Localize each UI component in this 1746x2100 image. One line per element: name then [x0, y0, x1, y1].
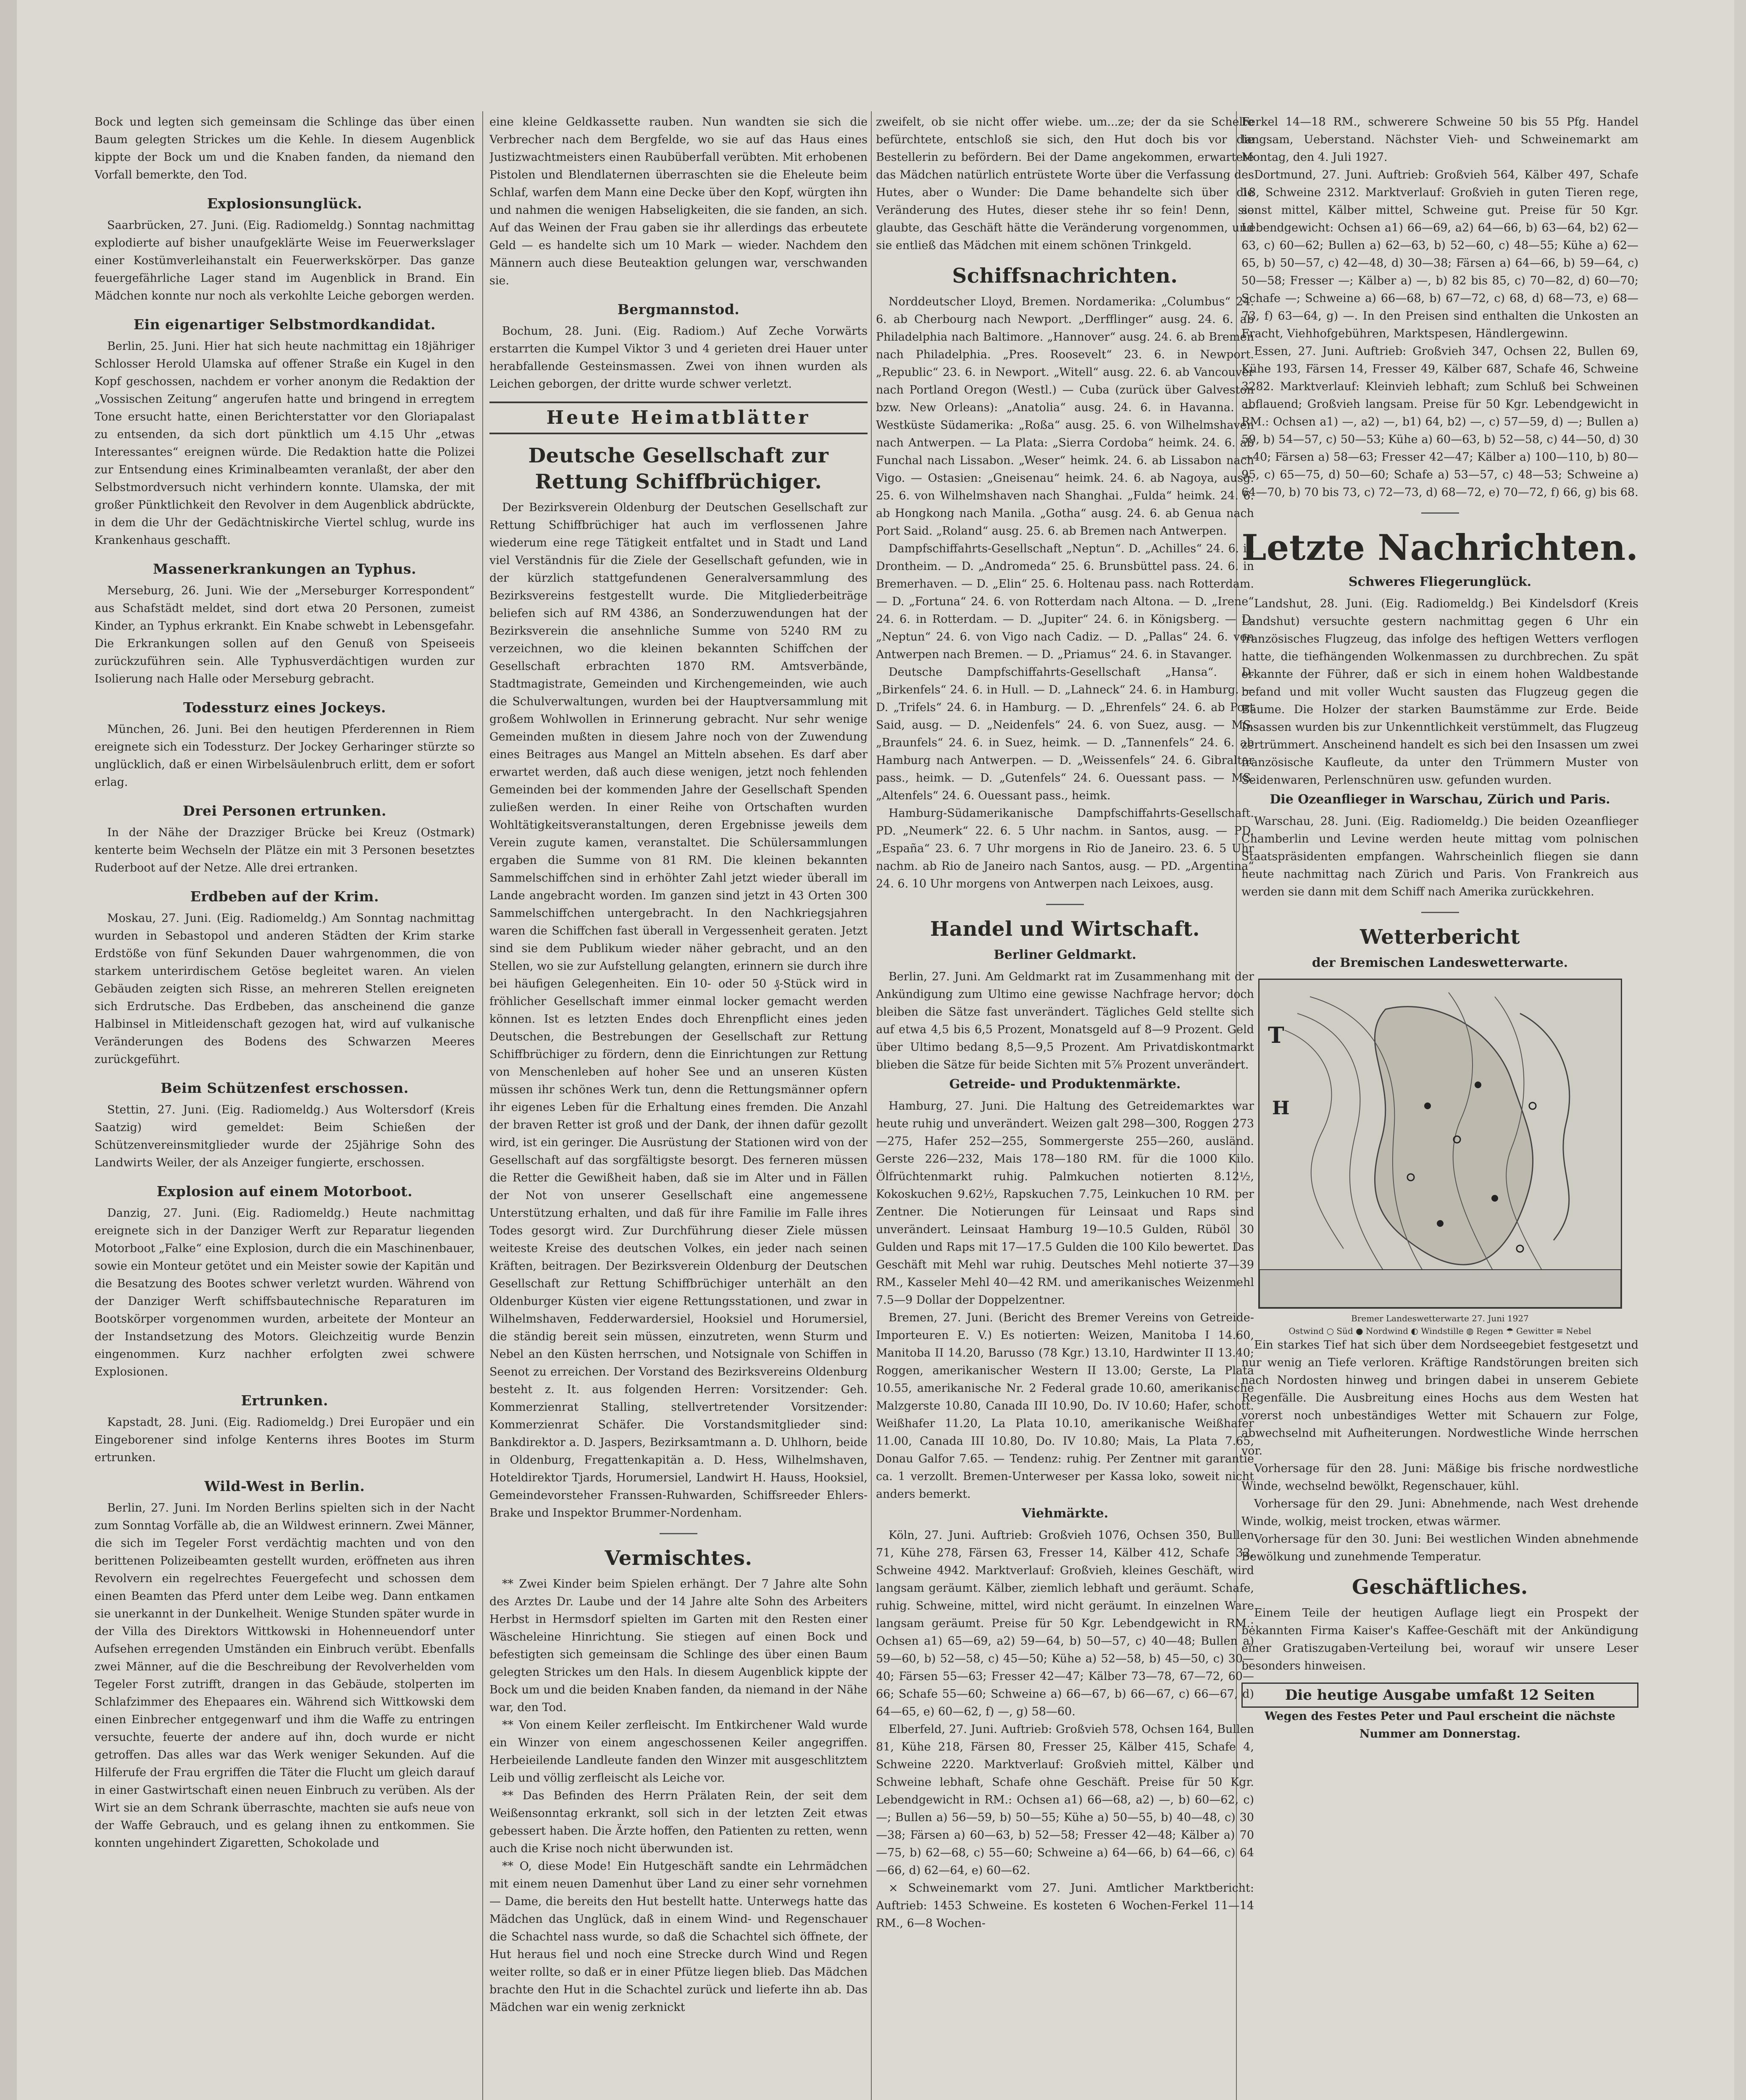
subheading: Berliner Geldmarkt.	[994, 948, 1136, 962]
section-heading: Letzte Nachrichten.	[1241, 527, 1638, 568]
article-text: Kapstadt, 28. Juni. (Eig. Radiomeldg.) Drei Europäer und ein Eingeborener sind infolge Kenterns ihres Bootes im Sturm ertrunken.	[95, 1416, 475, 1464]
article-text: Vorhersage für den 28. Juni: Mäßige bis frische nordwestliche Winde, wechselnd bewölkt, Regenschauer, kühl.	[1241, 1462, 1638, 1493]
article-text: In der Nähe der Drazziger Brücke bei Kreuz (Ostmark) kenterte beim Wechseln der Plätze ein mit 3 Personen besetztes Ruderboot auf der Netze. Alle drei ertranken.	[95, 826, 475, 874]
article-text: Vorhersage für den 30. Juni: Bei westlichen Winden abnehmende Bewölkung und zunehmende Temperatur.	[1241, 1533, 1638, 1563]
article-text: Moskau, 27. Juni. (Eig. Radiomeldg.) Am Sonntag nachmittag wurden in Sebastopol und anderen Städten der Krim starke Erdstöße von fünf Sekunden Dauer wahrgenommen, die von starkem unterirdischem Getöse begleitet waren. An vielen Gebäuden zeigten sich Risse, an mehreren Stellen ereigneten sich Erdrutsche. Das Erdbeben, das anscheinend die ganze Halbinsel in Mitleidenschaft gezogen hat, wird auf vulkanische Veränderungen des Bodens des Schwarzen Meeres zurückgeführt.	[95, 912, 475, 1066]
column-4	[1241, 113, 1638, 2100]
article-text: Essen, 27. Juni. Auftrieb: Großvieh 347, Ochsen 22, Bullen 69, Kühe 193, Färsen 14, Fresser 49, Kälber 687, Schafe 46, Schweine 3282. Marktverlauf: Kleinvieh lebhaft; zum Schluß bei Schweinen abflauend; Großvieh langsam. Preise für 50 Kgr. Lebendgewicht in RM.: Ochsen a1) —, a2) —, b1) 64, b2) —, c) 57—59, d) —; Bullen a) 59, b) 54—57, c) 50—53; Kühe a) 60—63, b) 52—58, c) 44—50, d) 30—40; Färsen a) 58—63; Fresser 42—47; Kälber a) 100—110, b) 80—95, c) 65—75, d) 50—60; Schafe a) 53—57, c) 48—53; Schweine a) 64—70, b) 70 bis 73, c) 72—73, d) 68—72, e) 70—72, f) 66, g) bis 68.	[1241, 345, 1638, 499]
divider	[660, 1533, 697, 1534]
column-1	[95, 113, 475, 2100]
headline: Massenerkrankungen an Typhus.	[153, 561, 417, 577]
article-text: Landshut, 28. Juni. (Eig. Radiomeldg.) Bei Kindelsdorf (Kreis Landshut) versuchte gestern nachmittag gegen 6 Uhr ein französisches Flugzeug, das infolge des heftigen Wetters verflogen hatte, die tiefhängenden Wolkenmassen zu durchbrechen. Zu spät erkannte der Führer, daß er sich in einem hohen Waldbestande befand und mit voller Wucht sausten das Flugzeug gegen die Bäume. Die Holzer der starken Baumstämme zur Erde. Beide Insassen wurden bis zur Unkenntlichkeit verstümmelt, das Flugzeug zertrümmert. Anscheinend handelt es sich bei den Insassen um zwei französische Kaufleute, da unter den Trümmern Muster von Seidenwaren, Perlenschnüren usw. gefunden wurden.	[1241, 597, 1638, 787]
divider	[1421, 912, 1459, 913]
weather-map-graphic	[1260, 980, 1621, 1307]
scan-edge-left	[0, 0, 17, 2100]
article-text: eine kleine Geldkassette rauben. Nun wandten sie sich die Verbrecher nach dem Bergfelde, wo sie auf das Haus eines Justizwachtmeisters einen Raubüberfall verübten. Mit erhobenen Pistolen und Blendlaternen überraschten sie die Eheleute beim Schlaf, warfen dem Mann eine Decke über den Kopf, würgten ihn und nahmen die wenigen Habseligkeiten, die sie fanden, an sich. Auf das Weinen der Frau gaben sie ihr allerdings das erbeutete Geld — es handelte sich um 10 Mark — wieder. Nachdem den Männern auch diese Beuteaktion gelungen war, verschwanden sie.	[489, 116, 868, 287]
divider	[1046, 904, 1084, 905]
subheading: Schweres Fliegerunglück.	[1348, 575, 1532, 589]
headline: Todessturz eines Jockeys.	[183, 699, 386, 716]
svg-text:H: H	[1272, 1097, 1290, 1119]
headline: Explosion auf einem Motorboot.	[156, 1183, 413, 1200]
article-text: ** Das Befinden des Herrn Prälaten Rein, der seit dem Weißensonntag erkrankt, soll sich in der letzten Zeit etwas gebessert haben. Die Ärzte hoffen, den Patienten zu retten, wenn auch die Krise noch nicht überwunden ist.	[489, 1789, 868, 1855]
article-text: Bock und legten sich gemeinsam die Schlinge das über einen Baum gelegten Strickes um die Kehle. In diesem Augenblick kippte der Bock um und die Knaben fanden, da niemand den Vorfall bemerkte, den Tod.	[95, 116, 475, 181]
article-text: Norddeutscher Lloyd, Bremen. Nordamerika: „Columbus“ 24. 6. ab Cherbourg nach Newport. „Derfflinger“ ausg. 24. 6. ab Philadelphia nach Baltimore. „Hannover“ ausg. 24. 6. ab Bremen nach Philadelphia. „Pres. Roosevelt“ 23. 6. in Newport. „Republic“ 23. 6. in Newport. „Witell“ ausg. 22. 6. ab Vancouver nach Portland Oregon (Westl.) — Cuba (zurück über Galveston bzw. New Orleans): „Anatolia“ ausg. 24. 6. in Havanna. — Westküste Südamerika: „Roßa“ ausg. 25. 6. von Wilhelmshaven nach Antwerpen. — La Plata: „Sierra Cordoba“ heimk. 24. 6. ab Funchal nach Lissabon. „Weser“ heimk. 24. 6. ab Lissabon nach Vigo. — Ostasien: „Gneisenau“ heimk. 24. 6. ab Nagoya, ausg. 25. 6. von Wilhelmshaven nach Shanghai. „Fulda“ heimk. 24. 6. ab Hongkong nach Manila. „Gotha“ ausg. 24. 6. ab Genua nach Port Said. „Roland“ ausg. 25. 6. ab Bremen nach Antwerpen.	[876, 295, 1254, 538]
article-text: ** Von einem Keiler zerfleischt. Im Entkirchener Wald wurde ein Winzer von einem angeschossenen Keiler angegriffen. Herbeieilende Landleute fanden den Winzer mit ausgeschlitztem Leib und völlig zerfleischt als Leiche vor.	[489, 1719, 868, 1785]
headline: Drei Personen ertrunken.	[183, 803, 387, 819]
section-heading: Wetterbericht	[1359, 925, 1520, 949]
column-rule	[871, 111, 872, 2100]
article-text: × Schweinemarkt vom 27. Juni. Amtlicher Marktbericht: Auftrieb: 1453 Schweine. Es kosteten 6 Wochen-Ferkel 11—14 RM., 6—8 Wochen-	[876, 1882, 1254, 1930]
column-2	[489, 113, 868, 2100]
article-text: Hamburg, 27. Juni. Die Haltung des Getreidemarktes war heute ruhig und unverändert. Weizen galt 298—300, Roggen 273—275, Hafer 252—255, Sommergerste 255—260, ausländ. Gerste 226—232, Mais 178—180 RM. für die 1000 Kilo. Ölfrüchtenmarkt ruhig. Palmkuchen notierten 8.12½, Kokoskuchen 9.62½, Rapskuchen 7.75, Leinkuchen 10 RM. per Zentner. Die Notierungen für Leinsaat und Raps sind unverändert. Leinsaat Hamburg 19—10.5 Gulden, Rüböl 30 Gulden und Raps mit 17—17.5 Gulden die 100 Kilo bewertet. Das Geschäft mit Mehl war ruhig. Deutsches Mehl notierte 37—39 RM., Kasseler Mehl 40—42 RM. und amerikanisches Weizenmehl 7.5—9 Dollar der Doppelzentner.	[876, 1100, 1254, 1307]
article-text: Berlin, 27. Juni. Am Geldmarkt rat im Zusammenhang mit der Ankündigung zum Ultimo eine gewisse Nachfrage hervor; doch bleiben die Sätze fast unverändert. Tägliches Geld stellte sich auf etwa 4,5 bis 6,5 Prozent, Monatsgeld auf 8—9 Prozent. Geld über Ultimo bedang 8,5—9,5 Prozent. Am Privatdiskontmarkt blieben die Sätze für beide Sichten mit 5⅞ Prozent unverändert.	[876, 970, 1254, 1071]
subheading: Viehmärkte.	[1021, 1506, 1109, 1521]
section-heading: Handel und Wirtschaft.	[930, 917, 1200, 941]
article-text: Danzig, 27. Juni. (Eig. Radiomeldg.) Heute nachmittag ereignete sich in der Danziger Werft zur Reparatur liegenden Motorboot „Falke“ eine Explosion, durch die ein Maschinenbauer, sowie ein Monteur getötet und ein Meister sowie der Kapitän und die Besatzung des Bootes schwer verletzt wurden. Während von der Danziger Werft schiffsbautechnische Reparaturen im Bootskörper vorgenommen wurden, arbeitete der Monteur an der Instandsetzung des Motors. Gleichzeitig wurde Benzin eingenommen. Kurz nachher erfolgten zwei schwere Explosionen.	[95, 1207, 475, 1378]
svg-text:T: T	[1267, 1023, 1284, 1048]
article-text: Warschau, 28. Juni. (Eig. Radiomeldg.) Die beiden Ozeanflieger Chamberlin und Levine werden heute mittag vom polnischen Staatspräsidenten empfangen. Wahrscheinlich fliegen sie dann heute nachmittag nach Zürich und Paris. Von Frankreich aus werden sie dann mit dem Schiff nach Amerika zurückkehren.	[1241, 815, 1638, 898]
section-heading: Vermischtes.	[605, 1546, 752, 1570]
headline: Beim Schützenfest erschossen.	[160, 1080, 409, 1096]
headline: Erdbeben auf der Krim.	[190, 888, 379, 905]
article-text: Berlin, 27. Juni. Im Norden Berlins spielten sich in der Nacht zum Sonntag Vorfälle ab, die an Wildwest erinnern. Zwei Männer, die sich im Tegeler Forst verdächtig machten und von den berittenen Polizeibeamten gestellt wurden, eröffneten aus ihren Revolvern ein regelrechtes Feuergefecht und schossen dem einen Beamten das Pferd unter dem Leibe weg. Dann entkamen sie unerkannt in der Dunkelheit. Wenige Stunden später wurde in der Villa des Direktors Wittkowski in Hohenneuendorf unter Aufsehen erregenden Umständen ein Einbruch verübt. Ebenfalls zwei Männer, auf die die Beschreibung der Revolverhelden vom Tegeler Forst zutrifft, drangen in das Gebäude, stolperten im Schlafzimmer des Ehepaares ein. Während sich Wittkowski dem einen Einbrecher entgegenwarf und ihm die Waffe zu entringen versuchte, feuerte der andere auf ihn, doch wurde er nicht getroffen. Das alles war das Werk weniger Sekunden. Auf die Hilferufe der Frau ergriffen die Täter die Flucht um gleich darauf in einer Gastwirtschaft einen neuen Einbruch zu verüben. Als der Wirt sie an dem Schrank überraschte, machten sie aufs neue von der Waffe Gebrauch, und es gelang ihnen zu entkommen. Sie konnten ungehindert Zigaretten, Schokolade und	[95, 1502, 475, 1850]
headline: Ein eigenartiger Selbstmordkandidat.	[134, 316, 436, 333]
column-rule	[482, 111, 483, 2100]
article-text: Hamburg-Südamerikanische Dampfschiffahrts-Gesellschaft. PD. „Neumerk“ 22. 6. 5 Uhr nachm. in Santos, ausg. — PD. „España“ 23. 6. 7 Uhr morgens in Rio de Janeiro. 23. 6. 5 Uhr nachm. ab Rio de Janeiro nach Santos, ausg. — PD. „Argentina“ 24. 6. 10 Uhr morgens von Antwerpen nach Leixoes, ausg.	[876, 807, 1254, 890]
article-text: Deutsche Dampfschiffahrts-Gesellschaft „Hansa“. D. „Birkenfels“ 24. 6. in Hull. — D. „Lahneck“ 24. 6. in Hamburg. — D. „Trifels“ 24. 6. in Hamburg. — D. „Ehrenfels“ 24. 6. ab Port Said, ausg. — D. „Neidenfels“ 24. 6. von Suez, ausg. — MS. „Braunfels“ 24. 6. in Suez, heimk. — D. „Tannenfels“ 24. 6. ab Hamburg nach Antwerpen. — D. „Weissenfels“ 24. 6. Gibraltar pass., heimk. — D. „Gutenfels“ 24. 6. Ouessant pass. — MS. „Altenfels“ 24. 6. Ouessant pass., heimk.	[876, 666, 1254, 802]
article-text: Elberfeld, 27. Juni. Auftrieb: Großvieh 578, Ochsen 164, Bullen 81, Kühe 218, Färsen 80, Fresser 25, Kälber 415, Schafe 4, Schweine 2220. Marktverlauf: Großvieh mittel, Kälber und Schweine lebhaft, Schafe ohne Geschäft. Preise für 50 Kgr. Lebendgewicht in RM.: Ochsen a1) 66—68, a2) —, b) 60—62, c) —; Bullen a) 56—59, b) 50—55; Kühe a) 50—55, b) 40—48, c) 30—38; Färsen a) 60—63, b) 52—58; Fresser 42—48; Kälber a) 70—75, b) 62—68, c) 55—60; Schweine a) 64—66, b) 64—66, c) 64—66, d) 62—64, e) 60—62.	[876, 1723, 1254, 1877]
publication-note: Wegen des Festes Peter und Paul erscheint die nächste Nummer am Donnerstag.	[1265, 1710, 1615, 1740]
subheading: Die Ozeanflieger in Warschau, Zürich und Paris.	[1270, 792, 1610, 807]
article-text: Berlin, 25. Juni. Hier hat sich heute nachmittag ein 18jähriger Schlosser Herold Ulamska auf offener Straße ein Kugel in den Kopf geschossen, nachdem er vorher anonym die Redaktion der „Vossischen Zeitung“ angerufen hatte und bringend in erregtem Tone ersucht hatte, einen Berichterstatter vor den Gloriapalast zu entsenden, da sich dort pünktlich um 4.15 Uhr „etwas Interessantes“ ereignen würde. Die Redaktion hatte die Polizei zur Entsendung eines Kriminalbeamten veranlaßt, der aber den Selbstmordversuch nicht verhindern konnte. Ulamska, der mit großer Pünktlichkeit den Revolver in dem Augenblick abdrückte, in dem die Uhr der Gedächtniskirche Viertel schlug, wurde ins Krankenhaus geschafft.	[95, 340, 475, 547]
map-legend: Ostwind ○ Süd ● Nordwind ◐ Windstille ◍ Regen ☂ Gewitter ≡ Nebel	[1288, 1326, 1591, 1336]
article-text: Dampfschiffahrts-Gesellschaft „Neptun“. D. „Achilles“ 24. 6. in Drontheim. — D. „Andromeda“ 25. 6. Brunsbüttel pass. 24. 6. in Bremerhaven. — D. „Elin“ 25. 6. Holtenau pass. nach Rotterdam. — D. „Fortuna“ 24. 6. von Rotterdam nach Altona. — D. „Irene“ 24. 6. in Rotterdam. — D. „Jupiter“ 24. 6. in Königsberg. — D. „Neptun“ 24. 6. von Vigo nach Cadiz. — D. „Pallas“ 24. 6. von Antwerpen nach Bremen. — D. „Priamus“ 24. 6. in Stavanger.	[876, 542, 1254, 661]
section-heading: Schiffsnachrichten.	[952, 264, 1178, 288]
section-banner: Heute Heimatblätter	[489, 402, 868, 434]
divider	[1421, 512, 1459, 514]
article-text: Saarbrücken, 27. Juni. (Eig. Radiomeldg.) Sonntag nachmittag explodierte auf bisher unaufgeklärte Weise im Feuerwerkslager einer Kostümverleihanstalt ein Feuerwerkskörper. Das ganze feuergefährliche Lager stand im Augenblick in Brand. Ein Mädchen konnte nur noch als verkohlte Leiche geborgen werden.	[95, 219, 475, 302]
article-text: Merseburg, 26. Juni. Wie der „Merseburger Korrespondent“ aus Schafstädt meldet, sind dort etwa 20 Personen, zumeist Kinder, an Typhus erkrankt. Ein Knabe schwebt in Lebensgefahr. Die Erkrankungen sollen auf den Genuß von Speiseeis zurückzuführen sein. Alle Typhusverdächtigen wurden zur Isolierung nach Halle oder Merseburg gebracht.	[95, 584, 475, 685]
headline: Bergmannstod.	[617, 301, 740, 318]
article-text: Dortmund, 27. Juni. Auftrieb: Großvieh 564, Kälber 497, Schafe 18, Schweine 2312. Marktverlauf: Großvieh in guten Tieren rege, sonst mittel, Kälber mittel, Schweine gut. Preise für 50 Kgr. Lebendgewicht: Ochsen a1) 66—69, a2) 64—66, b) 63—64, b2) 62—63, c) 60—62; Bullen a) 62—63, b) 52—60, c) 48—55; Kühe a) 62—65, b) 50—57, c) 42—48, d) 30—38; Färsen a) 64—66, b) 59—64, c) 50—58; Fresser —; Kälber a) —, b) 82 bis 85, c) 70—82, d) 60—70; Schafe —; Schweine a) 66—68, b) 67—72, c) 68, d) 68—73, e) 68—73, f) 63—64, g) —. In den Preisen sind enthalten die Unkosten an Fracht, Viehhofgebühren, Marktspesen, Händlergewinn.	[1241, 168, 1638, 340]
headline: Wild-West in Berlin.	[204, 1478, 365, 1494]
article-text: Ferkel 14—18 RM., schwerere Schweine 50 bis 55 Pfg. Handel langsam, Ueberstand. Nächster Vieh- und Schweinemarkt am Montag, den 4. Juli 1927.	[1241, 116, 1638, 164]
article-text: Stettin, 27. Juni. (Eig. Radiomeldg.) Aus Woltersdorf (Kreis Saatzig) wird gemeldet: Beim Schießen der Schützenvereinsmitglieder wurde der 25jährige Sohn des Landwirts Weiler, der als Anzeiger fungierte, erschossen.	[95, 1103, 475, 1169]
map-caption: Bremer Landeswetterwarte 27. Juni 1927	[1351, 1313, 1529, 1323]
headline: Ertrunken.	[241, 1392, 329, 1409]
article-text: Bremen, 27. Juni. (Bericht des Bremer Vereins von Getreide-Importeuren E. V.) Es notierten: Weizen, Manitoba I 14.60, Manitoba II 14.20, Barusso (78 Kgr.) 13.10, Hardwinter II 13.40; Roggen, amerikanischer Western II 13.00; Gerste, La Plata 10.55, amerikanische Nr. 2 Federal grade 10.60, amerikanische Malzgerste 10.80, Canada III 10.90, Do. IV 10.60; Hafer, schott. Weißhafer 11.20, La Plata 10.10, amerikanische Weißhafer 11.00, Canada III 10.80, Do. IV 10.80; Mais, La Plata 7.65, Donau Galfor 7.65. — Tendenz: ruhig. Per Zentner mit garantie ca. 1 verzollt. Bremen-Unterweser per Kassa loko, soweit nicht anders bemerkt.	[876, 1311, 1254, 1501]
section-heading: Geschäftliches.	[1352, 1575, 1528, 1599]
article-text: Bochum, 28. Juni. (Eig. Radiom.) Auf Zeche Vorwärts erstarrten die Kumpel Viktor 3 und 4 gerieten drei Hauer unter herabfallende Gesteinsmassen. Zwei von ihnen wurden als Leichen geborgen, der dritte wurde schwer verletzt.	[489, 325, 868, 391]
article-text: ** O, diese Mode! Ein Hutgeschäft sandte ein Lehrmädchen mit einem neuen Damenhut über Land zu einer sehr vornehmen — Dame, die bereits den Hut bestellt hatte. Unterwegs hatte das Mädchen das Unglück, daß in einem Wind- und Regenschauer die Schachtel nass wurde, so daß die Schachtel sich öffnete, der Hut heraus fiel und noch eine Strecke durch Wind und Regen weiter rollte, so daß er in einer Pfütze liegen blieb. Das Mädchen brachte den Hut in die Schachtel zurück und lieferte ihn ab. Das Mädchen war ein wenig zerknickt	[489, 1860, 868, 2014]
article-text: Köln, 27. Juni. Auftrieb: Großvieh 1076, Ochsen 350, Bullen 71, Kühe 278, Färsen 63, Fresser 14, Kälber 412, Schafe 32, Schweine 4942. Marktverlauf: Großvieh, kleines Geschäft, wird langsam geräumt. Kälber, ziemlich lebhaft und geräumt. Schafe, ruhig. Schweine, mittel, wird nicht geräumt. In einzelnen Ware langsam geräumt. Preise für 50 Kgr. Lebendgewicht in RM.: Ochsen a1) 65—69, a2) 59—64, b) 50—57, c) 40—48; Bullen a) 59—60, b) 52—58, c) 45—50; Kühe a) 52—58, b) 45—50, c) 30—40; Färsen 55—63; Fresser 42—47; Kälber 73—78, 67—72, 60—66; Schafe 55—60; Schweine a) 66—67, b) 66—67, c) 66—67, d) 64—65, e) 60—62, f) —, g) 58—60.	[876, 1529, 1254, 1718]
headline: Explosionsunglück.	[207, 195, 363, 212]
scan-edge-right	[1734, 0, 1746, 2100]
article-text: Der Bezirksverein Oldenburg der Deutschen Gesellschaft zur Rettung Schiffbrüchiger hat auch im verflossenen Jahre wiederum eine rege Tätigkeit entfaltet und in Stadt und Land viel Verständnis für die Ziele der Gesellschaft gefunden, wie in der kürzlich stattgefundenen Generalversammlung des Bezirksvereins festgestellt wurde. Die Mitgliederbeiträge beliefen sich auf RM 4386, an Sonderzuwendungen hat der Bezirksverein die ansehnliche Summe von 5240 RM zu verzeichnen, wo die kleinen bekannten Schiffchen der Gesellschaft erbrachten 1870 RM. Amtsverbände, Stadtmagistrate, Gemeinden und Kirchengemeinden, wie auch die Schulverwaltungen, wurden bei der Hauptversammlung mit großem Wohlwollen in Erinnerung gebracht. Nur sehr wenige Gemeinden mußten in diesem Jahre noch von der Zuwendung eines Beitrages aus Mangel an Mitteln absehen. Es darf aber erwartet werden, daß auch diese wenigen, jetzt noch fehlenden Gemeinden bei der kommenden Jahre der Gesellschaft Spenden zuließen werden. In einer Reihe von Ortschaften wurden Wohltätigkeitsveranstaltungen, deren Ergebnisse jeweils dem Verein zugute kamen, veranstaltet. Die Schülersammlungen ergaben die Summe von 81 RM. Die kleinen bekannten Sammelschiffchen sind in erhöhter Zahl jetzt wieder überall im Lande angebracht worden. Im ganzen sind jetzt in 43 Orten 300 Sammelschiffchen untergebracht. In den Nachkriegsjahren waren die Schiffchen fast überall in Vergessenheit geraten. Jetzt sind sie dem Publikum wieder näher gebracht, und an den Stellen, wo sie zur Aufstellung gelangten, erinnern sie durch ihre bei häufigen Gelegenheiten. Ein 10- oder 50 ₰-Stück wird in fröhlicher Gesellschaft immer einmal locker gemacht werden können. Ist es letzten Endes doch Ehrenpflicht eines jeden Deutschen, die Bestrebungen der Gesellschaft zur Rettung Schiffbrüchiger zu fördern, denn die Einrichtungen zur Rettung von Menschenleben auf hoher See und an unseren Küsten müssen ihr schönes Werk tun, denn die Rettungsmänner opfern ihr eigenes Leben für die Erhaltung eines fremden. Die Anzahl der braven Retter ist groß und der Dank, der ihnen dafür gezollt wird, ist ein geringer. Die Ausrüstung der Stationen wird von der Gesellschaft auf das sorgfältigste besorgt. Des ferneren müssen die Retter die Gewißheit haben, daß sie im Alter und in Fällen der Not von unserer Gesellschaft eine angemessene Unterstützung erhalten, und daß für ihre Familie im Falle ihres Todes gesorgt wird. Zur Durchführung dieser Ziele müssen weiteste Kreise des deutschen Volkes, ein jeder nach seinen Kräften, beitragen. Der Bezirksverein Oldenburg der Deutschen Gesellschaft zur Rettung Schiffbrüchiger unterhält an den Oldenburger Küsten vier eigene Rettungsstationen, und zwar in Wilhelmshaven, Fedderwardersiel, Hooksiel und Horumersiel, die ständig bereit sein müssen, einzutreten, wenn Sturm und Nebel an den Küsten herrschen, und Notsignale von Schiffen in Seenot zu erreichen. Der Vorstand des Bezirksvereins Oldenburg besteht z. It. aus folgenden Herren: Vorsitzender: Geh. Kommerzienrat Stalling, stellvertretender Vorsitzender: Kommerzienrat Schäfer. Die Vorstandsmitglieder sind: Bankdirektor a. D. Jaspers, Bezirksamtmann a. D. Uhlhorn, beide in Oldenburg, Fregattenkapitän a. D. Hess, Wilhelmshaven, Hoteldirektor Tjards, Horumersiel, Landwirt H. Hauss, Hooksiel, Gemeindevorsteher Franssen-Ruhwarden, Schiffsreeder Ehlers-Brake und Inspektor Brummer-Nordenham.	[489, 501, 868, 1520]
article-text: München, 26. Juni. Bei den heutigen Pferderennen in Riem ereignete sich ein Todessturz. Der Jockey Gerharinger stürzte so unglücklich, daß er einen Wirbelsäulenbruch erlitt, dem er sofort erlag.	[95, 723, 475, 789]
weather-map	[1258, 979, 1622, 1309]
article-text: Ein starkes Tief hat sich über dem Nordseegebiet festgesetzt und nur wenig an Tiefe verloren. Kräftige Randstörungen breiten sich nach Nordosten hinweg und bringen dabei in unserem Gebiete Regenfälle. Die Ausbreitung eines Hochs aus dem Westen hat vorerst noch unbeständiges Wetter mit Schauern zur Folge, abwechselnd mit Aufheiterungen. Nordwestliche Winde herrschen vor.	[1241, 1339, 1638, 1457]
article-text: Einem Teile der heutigen Auflage liegt ein Prospekt der bekannten Firma Kaiser's Kaffee-Geschäft mit der Ankündigung einer Gratiszugaben-Verteilung bei, worauf wir unsere Leser besonders hinweisen.	[1241, 1606, 1638, 1672]
edition-note: Die heutige Ausgabe umfaßt 12 Seiten	[1241, 1683, 1638, 1708]
headline: Deutsche Gesellschaft zur Rettung Schiffbrüchiger.	[528, 444, 829, 494]
subheading: der Bremischen Landeswetterwarte.	[1312, 956, 1568, 970]
article-text: zweifelt, ob sie nicht offer wiebe. um...ze; der da sie Schelte befürchtete, entschloß sie sich, den Hut doch bis vor die Bestellerin zu befördern. Bei der Dame angekommen, erwartete das Mädchen natürlich entrüstete Worte über die Verfassung des Hutes, aber o Wunder: Die Dame behandelte sich über die Veränderung des Hutes, dieser stehe ihr so fein! Denn, sie glaubte, das Geschäft hätte die Veränderung vorgenommen, und sie entließ das Mädchen mit einem schönen Trinkgeld.	[876, 116, 1254, 252]
article-text: ** Zwei Kinder beim Spielen erhängt. Der 7 Jahre alte Sohn des Arztes Dr. Laube und der 14 Jahre alte Sohn des Arbeiters Herbst in Hermsdorf spielten im Garten mit den Resten einer Wäscheleine Hinrichtung. Sie stiegen auf einen Bock und befestigten sich gemeinsam die Schlinge des über einen Baum gelegten Strickes um den Hals. In diesem Augenblick kippte der Bock um und die beiden Knaben fanden, da niemand in der Nähe war, den Tod.	[489, 1578, 868, 1714]
article-text: Vorhersage für den 29. Juni: Abnehmende, nach West drehende Winde, wolkig, meist trocken, etwas wärmer.	[1241, 1497, 1638, 1528]
subheading: Getreide- und Produktenmärkte.	[949, 1077, 1181, 1092]
column-3	[876, 113, 1254, 2100]
